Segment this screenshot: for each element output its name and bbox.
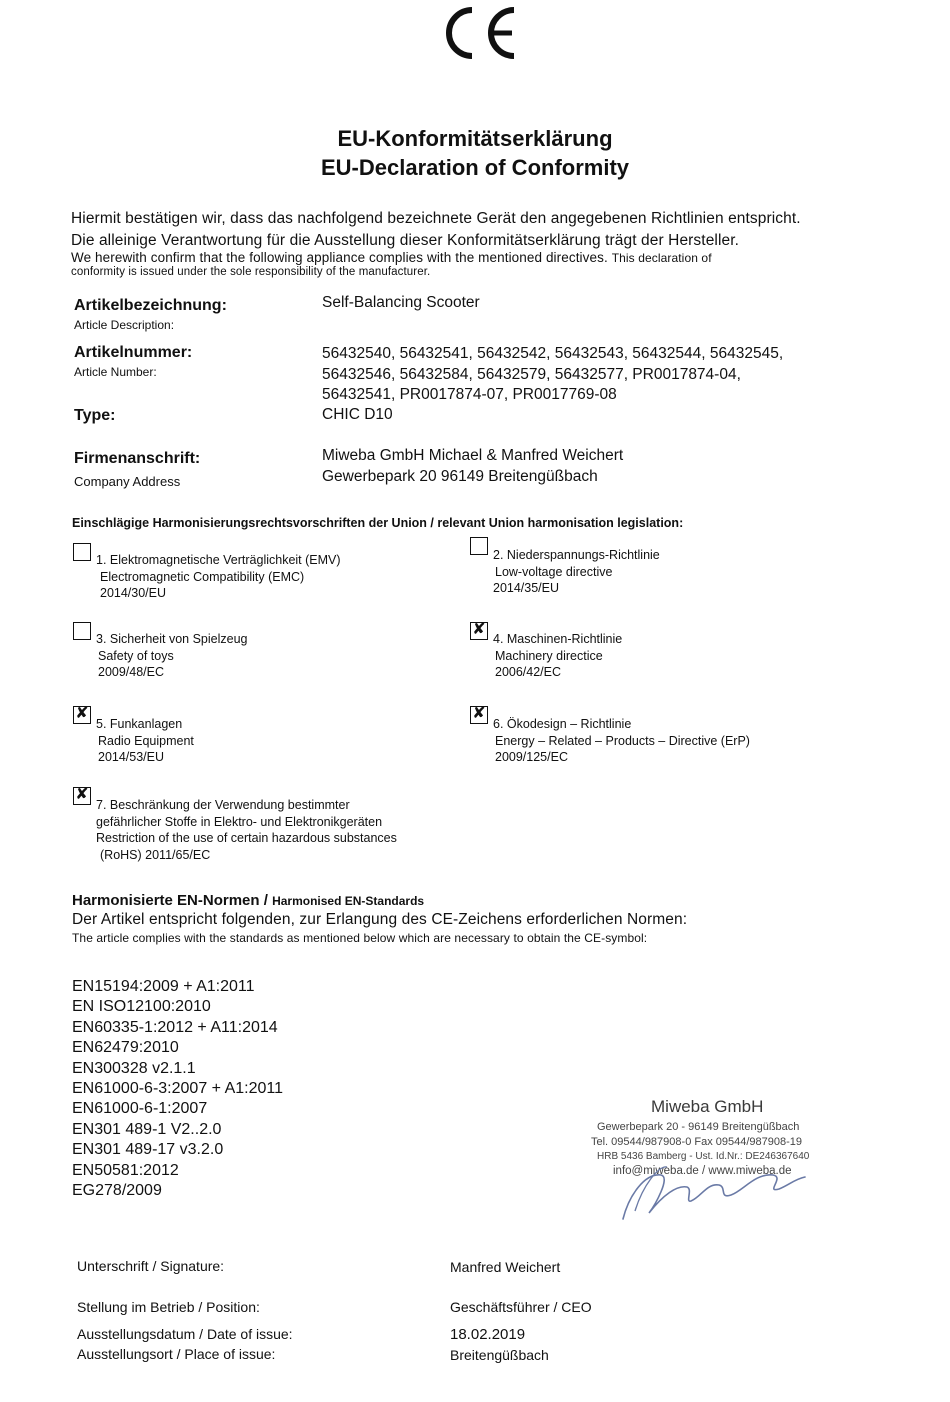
article-number-line-3: 56432541, PR0017874-07, PR0017769-08 <box>322 386 617 403</box>
company-address-sublabel: Company Address <box>74 474 181 489</box>
directive-3: 3. Sicherheit von Spielzeug Safety of toys 2009/48/EC <box>96 632 248 679</box>
standard-item: EN60335-1:2012 + A11:2014 <box>72 1018 278 1036</box>
directive-3-checkbox[interactable] <box>73 622 91 640</box>
directive-7-checkbox[interactable]: ✘ <box>73 787 91 805</box>
place-of-issue-label: Ausstellungsort / Place of issue: <box>77 1346 276 1362</box>
title-english: EU-Declaration of Conformity <box>320 155 630 180</box>
directive-6: 6. Ökodesign – Richtlinie Energy – Related – Products – Directive (ErP) 2009/125/EC <box>493 717 750 764</box>
article-description-sublabel: Article Description: <box>74 318 175 332</box>
article-number-line-2: 56432546, 56432584, 56432579, 56432577, PR0017874-04, <box>322 366 741 383</box>
company-address-line-1: Miweba GmbH Michael & Manfred Weichert <box>322 447 624 464</box>
article-number-line-1: 56432540, 56432541, 56432542, 56432543, 56432544, 56432545, <box>322 345 784 362</box>
directive-2-checkbox[interactable] <box>470 537 488 555</box>
intro-line-2: Die alleinige Verantwortung für die Ausstellung dieser Konformitätserklärung trägt der Hersteller. <box>71 232 740 249</box>
article-description-label: Artikelbezeichnung: <box>74 297 227 314</box>
standard-item: EN300328 v2.1.1 <box>72 1059 196 1077</box>
legislation-heading: Einschlägige Harmonisierungsrechtsvorschriften der Union / relevant Union harmonisation legislation: <box>72 516 684 530</box>
standard-item: EN301 489-17 v3.2.0 <box>72 1141 224 1159</box>
article-number-label: Artikelnummer: <box>74 344 193 361</box>
place-of-issue-value: Breitengüßbach <box>450 1347 549 1363</box>
standards-heading: Harmonisierte EN-Normen / Harmonised EN-Standards <box>72 892 425 909</box>
type-label: Type: <box>74 407 116 424</box>
date-of-issue-value: 18.02.2019 <box>450 1326 526 1343</box>
directive-4-checkbox[interactable]: ✘ <box>470 622 488 640</box>
standard-item: EN62479:2010 <box>72 1039 179 1057</box>
handwritten-signature <box>615 1155 815 1225</box>
directive-1-checkbox[interactable] <box>73 543 91 561</box>
standards-intro-english: The article complies with the standards as mentioned below which are necessary to obtain the CE-symbol: <box>72 931 648 945</box>
directive-5-checkbox[interactable]: ✘ <box>73 706 91 724</box>
signature-label: Unterschrift / Signature: <box>77 1258 225 1274</box>
signature-value: Manfred Weichert <box>450 1259 561 1275</box>
type-value: CHIC D10 <box>322 406 393 423</box>
position-label: Stellung im Betrieb / Position: <box>77 1299 260 1315</box>
position-value: Geschäftsführer / CEO <box>450 1299 592 1315</box>
company-address-label: Firmenanschrift: <box>74 450 201 467</box>
intro-line-4: conformity is issued under the sole responsibility of the manufacturer. <box>71 266 431 278</box>
intro-line-3: We herewith confirm that the following appliance complies with the mentioned directives. This declaration of <box>71 250 712 265</box>
standards-list <box>72 977 283 1201</box>
article-number-sublabel: Article Number: <box>74 365 157 379</box>
standard-item: EN ISO12100:2010 <box>72 998 211 1016</box>
date-of-issue-label: Ausstellungsdatum / Date of issue: <box>77 1326 293 1342</box>
ce-mark-logo <box>432 6 518 60</box>
standard-item: EN61000-6-1:2007 <box>72 1100 208 1118</box>
standard-item: EN15194:2009 + A1:2011 <box>72 978 255 995</box>
directive-2: 2. Niederspannungs-Richtlinie Low-voltage directive 2014/35/EU <box>493 548 660 595</box>
standards-intro-german: Der Artikel entspricht folgenden, zur Erlangung des CE-Zeichens erforderlichen Normen: <box>72 911 688 928</box>
company-address-line-2: Gewerbepark 20 96149 Breitengüßbach <box>322 468 598 485</box>
standard-item: EN301 489-1 V2..2.0 <box>72 1120 222 1138</box>
article-description-value: Self-Balancing Scooter <box>322 294 480 311</box>
company-stamp: Miweba GmbH Gewerbepark 20 - 96149 Breitengüßbach Tel. 09544/987908-0 Fax 09544/987908-19 HRB 5436 Bamberg - Ust. Id.Nr.: DE246367640 info@miweba.de / www.miweba.de <box>585 1095 855 1225</box>
directive-1: 1. Elektromagnetische Verträglichkeit (EMV) Electromagnetic Compatibility (EMC) 2014/30/EU <box>96 553 341 600</box>
directive-7: 7. Beschränkung der Verwendung bestimmter gefährlicher Stoffe in Elektro- und Elektronikgeräten Restriction of the use of certain hazardous substances (RoHS) 2011/65/EC <box>96 798 397 862</box>
standard-item: EG278/2009 <box>72 1182 162 1200</box>
directive-4: 4. Maschinen-Richtlinie Machinery directice 2006/42/EC <box>493 632 623 679</box>
intro-line-1: Hiermit bestätigen wir, dass das nachfolgend bezeichnete Gerät den angegebenen Richtlinien entspricht. <box>71 210 801 227</box>
title-german: EU-Konformitätserklärung <box>337 126 613 151</box>
directive-5: 5. Funkanlagen Radio Equipment 2014/53/EU <box>96 717 194 764</box>
standard-item: EN61000-6-3:2007 + A1:2011 <box>72 1080 283 1098</box>
directive-6-checkbox[interactable]: ✘ <box>470 706 488 724</box>
standard-item: EN50581:2012 <box>72 1161 179 1179</box>
